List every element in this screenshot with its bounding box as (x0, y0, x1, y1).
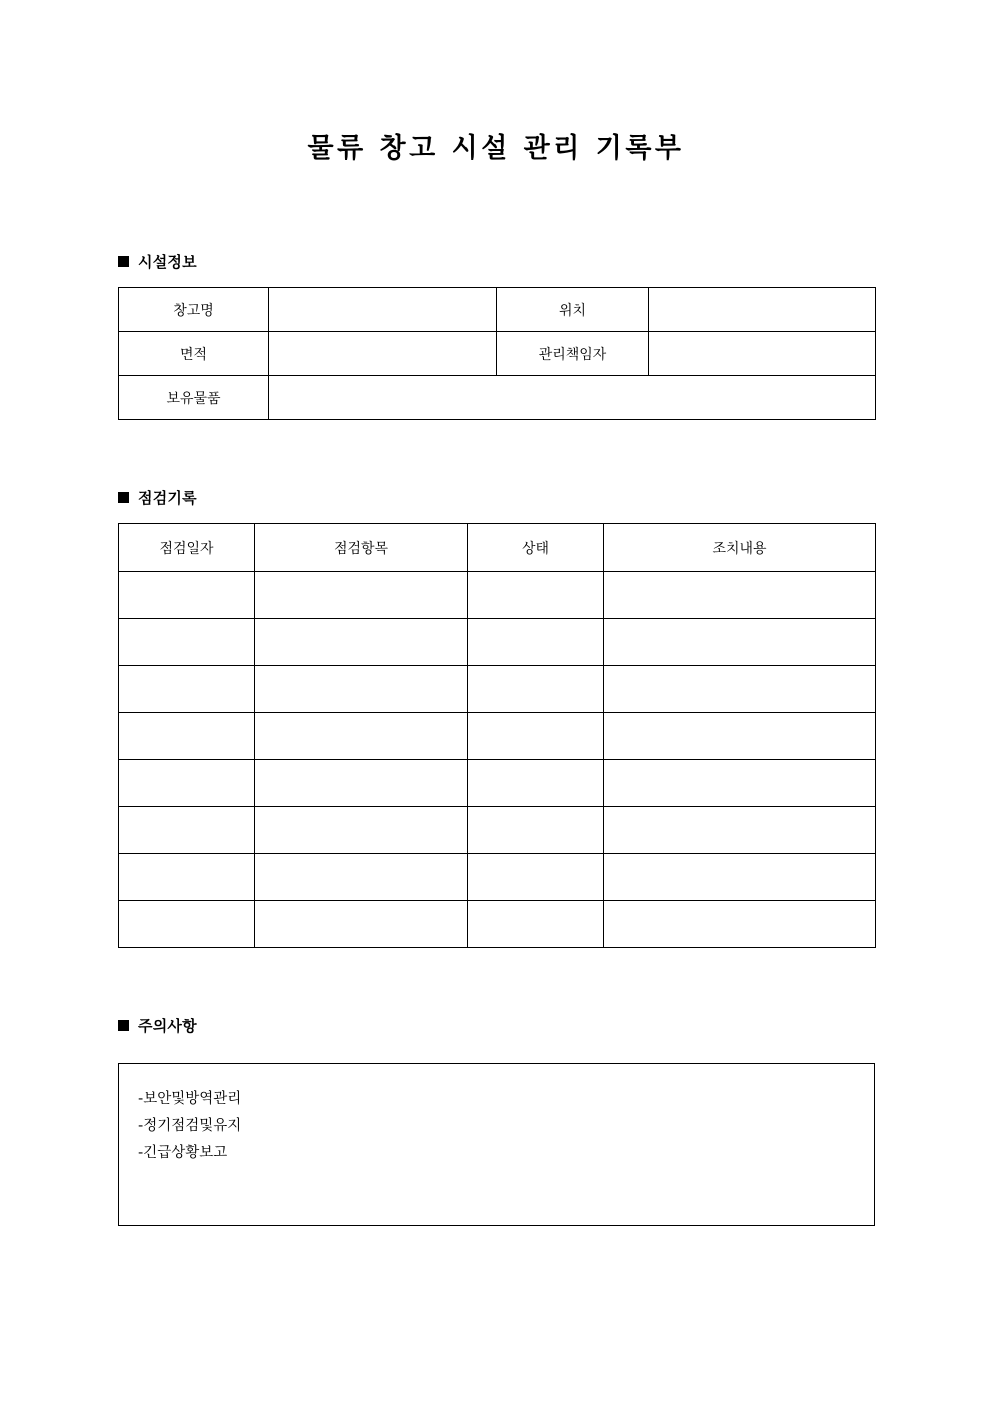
table-row (119, 854, 876, 901)
inspection-cell-status[interactable] (468, 760, 604, 807)
inspection-cell-date[interactable] (119, 807, 255, 854)
inspection-cell-item[interactable] (255, 666, 468, 713)
inspection-column-action: 조치내용 (604, 524, 876, 572)
square-bullet-icon (118, 1020, 129, 1031)
table-row (119, 807, 876, 854)
facility-value-warehouse-name[interactable] (269, 288, 497, 332)
table-row (119, 666, 876, 713)
inspection-cell-date[interactable] (119, 760, 255, 807)
inspection-cell-action[interactable] (604, 572, 876, 619)
note-line: -보안및방역관리 (138, 1091, 242, 1107)
inspection-record-table (118, 523, 876, 948)
table-row (119, 376, 876, 420)
facility-info-table (118, 287, 876, 420)
inspection-cell-action[interactable] (604, 901, 876, 948)
inspection-cell-status[interactable] (468, 901, 604, 948)
facility-value-manager[interactable] (649, 332, 876, 376)
inspection-cell-date[interactable] (119, 572, 255, 619)
table-header-row (119, 524, 876, 572)
page-title: 물류 창고 시설 관리 기록부 (307, 133, 685, 164)
facility-value-stored-items[interactable] (269, 376, 876, 420)
inspection-cell-action[interactable] (604, 807, 876, 854)
notes-box[interactable] (118, 1063, 875, 1226)
inspection-cell-item[interactable] (255, 619, 468, 666)
section-heading-facility (118, 251, 197, 272)
inspection-cell-status[interactable] (468, 713, 604, 760)
table-row (119, 760, 876, 807)
inspection-cell-status[interactable] (468, 854, 604, 901)
inspection-column-item: 점검항목 (255, 524, 468, 572)
inspection-cell-date[interactable] (119, 713, 255, 760)
square-bullet-icon (118, 256, 129, 267)
note-line: -긴급상황보고 (138, 1145, 228, 1161)
inspection-cell-action[interactable] (604, 666, 876, 713)
section-heading-notes (118, 1015, 197, 1036)
table-row (119, 901, 876, 948)
square-bullet-icon (118, 492, 129, 503)
inspection-cell-date[interactable] (119, 619, 255, 666)
section-heading-inspection-label: 점검기록 (138, 489, 197, 507)
inspection-column-status: 상태 (468, 524, 604, 572)
inspection-cell-item[interactable] (255, 760, 468, 807)
section-heading-facility-label: 시설정보 (138, 253, 197, 271)
inspection-cell-status[interactable] (468, 807, 604, 854)
inspection-cell-item[interactable] (255, 572, 468, 619)
section-heading-inspection (118, 487, 197, 508)
inspection-cell-action[interactable] (604, 619, 876, 666)
inspection-column-date: 점검일자 (119, 524, 255, 572)
table-row (119, 713, 876, 760)
inspection-cell-action[interactable] (604, 713, 876, 760)
inspection-cell-item[interactable] (255, 854, 468, 901)
inspection-cell-status[interactable] (468, 666, 604, 713)
inspection-cell-item[interactable] (255, 901, 468, 948)
inspection-cell-date[interactable] (119, 666, 255, 713)
facility-label-manager: 관리책임자 (497, 332, 649, 376)
inspection-cell-date[interactable] (119, 901, 255, 948)
inspection-cell-status[interactable] (468, 572, 604, 619)
table-row (119, 619, 876, 666)
inspection-cell-action[interactable] (604, 760, 876, 807)
facility-value-area[interactable] (269, 332, 497, 376)
table-row (119, 572, 876, 619)
facility-label-location: 위치 (497, 288, 649, 332)
facility-label-stored-items: 보유물품 (119, 376, 269, 420)
note-line: -정기점검및유지 (138, 1118, 242, 1134)
facility-label-area: 면적 (119, 332, 269, 376)
facility-label-warehouse-name: 창고명 (119, 288, 269, 332)
inspection-cell-date[interactable] (119, 854, 255, 901)
inspection-cell-action[interactable] (604, 854, 876, 901)
facility-value-location[interactable] (649, 288, 876, 332)
inspection-cell-item[interactable] (255, 713, 468, 760)
section-heading-notes-label: 주의사항 (138, 1017, 197, 1035)
inspection-cell-status[interactable] (468, 619, 604, 666)
table-row (119, 332, 876, 376)
inspection-cell-item[interactable] (255, 807, 468, 854)
table-row (119, 288, 876, 332)
